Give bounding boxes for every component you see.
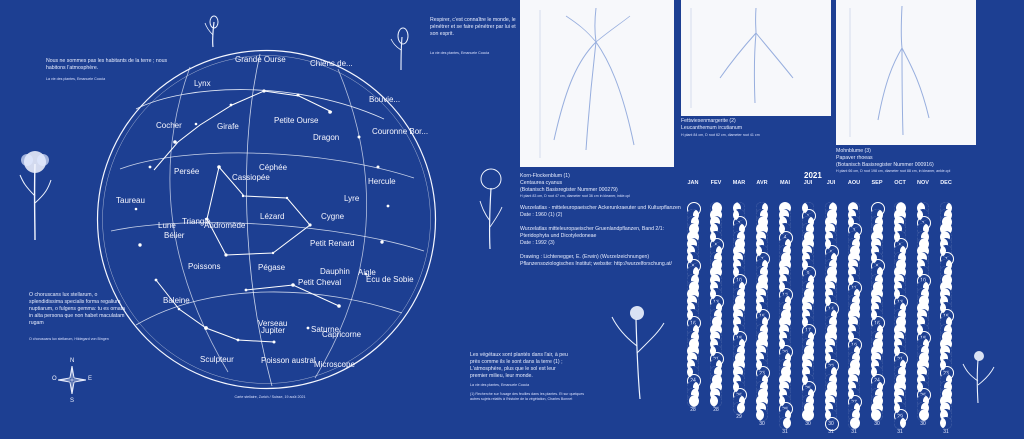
plant-illustration-middle-right: [474, 165, 508, 251]
moon-phase-icon: [940, 417, 952, 429]
month-label-nov: NOV: [917, 180, 929, 186]
moon-phase-icon: [802, 409, 814, 421]
moon-day-number: 30: [920, 421, 926, 428]
quote-left: Nous ne sommes pas les habitants de la terre ; nous habitons l’atmosphère.: [46, 58, 168, 71]
moon-calendar-year: 2021: [804, 171, 822, 180]
star-label-petite-ourse: Petite Ourse: [274, 116, 319, 125]
plant-illustration-left-middle: [7, 142, 63, 242]
compass-east-label: E: [88, 376, 93, 382]
moon-day-number: 31: [828, 428, 834, 435]
star-label-poisson-austral: Poisson austral: [261, 356, 316, 365]
star-label-petit-renard: Petit Renard: [310, 239, 355, 248]
root-caption-3-small: H plant 66 cm, D root 198 cm, diameter root 88 cm, in kleaner, ankle.cpl: [836, 169, 951, 173]
moon-day-number: 30: [759, 421, 765, 428]
bottom-quote-credit: La vie des plantes, Emanuele Coccia: [470, 383, 530, 387]
moon-phase-item: [866, 409, 888, 429]
moon-phase-icon: [687, 395, 699, 407]
star-label-baleine: Baleine: [163, 296, 190, 305]
moon-phase-item: [935, 417, 957, 437]
moon-day-number: 31: [897, 428, 903, 435]
root-drawing-2: [681, 0, 831, 116]
moon-phase-item: [797, 409, 819, 429]
moon-phase-item: [774, 417, 796, 437]
star-label-microscope: Microscope: [314, 360, 355, 369]
month-label-may: MAI: [779, 180, 791, 186]
plant-illustration-bottom-center: [602, 291, 680, 401]
star-label-couronne-boreale: Couronne Bor...: [372, 127, 429, 136]
star-label-sculpteur: Sculpteur: [200, 355, 234, 364]
star-label-dragon: Dragon: [313, 133, 340, 142]
month-label-dec: DEC: [940, 180, 952, 186]
moon-phase-item: [912, 409, 934, 429]
star-label-andromede: Andromède: [204, 221, 246, 230]
star-label-grande-ourse: Grande Ourse: [235, 55, 286, 64]
star-label-girafe: Girafe: [217, 122, 239, 131]
root-panel-1: [520, 0, 674, 167]
star-label-aigle: Aigle: [358, 268, 376, 277]
star-label-triangle: Triangle: [182, 217, 211, 226]
moon-phase-icon: [779, 417, 791, 429]
star-label-capricorne: Capricorne: [322, 330, 362, 339]
star-label-hercule: Hercule: [368, 177, 396, 186]
month-label-oct: OCT: [894, 180, 906, 186]
moon-day-number: 30: [828, 421, 834, 428]
compass-north-label: N: [70, 358, 75, 364]
month-label-apr: AVR: [756, 180, 768, 186]
star-label-belier: Bélier: [164, 231, 185, 240]
moon-phase-icon: [848, 417, 860, 429]
moon-day-number: 31: [782, 428, 788, 435]
moon-phase-item: [682, 395, 704, 415]
root-caption-2-small: H plant 84 cm, D root 62 cm, diameter root 41 cm: [681, 133, 760, 137]
star-label-cocher: Cocher: [156, 121, 182, 130]
root-drawing-1: [520, 0, 674, 167]
latin-credit: O choruscans lux stellarum, Hildegard von Bingen: [29, 337, 109, 341]
star-label-dauphin: Dauphin: [320, 267, 350, 276]
month-label-sep: SEP: [871, 180, 883, 186]
star-label-jupiter: Jupiter: [261, 326, 286, 335]
moon-phase-icon: [733, 402, 745, 414]
moon-day-number: 28: [690, 407, 696, 414]
moon-phase-icon: [756, 409, 768, 421]
bottom-note: (1) Recherche sur l’usage des feuilles dans les plantes. Et sur quelques autres sujets relatifs à l’histoire de la végétation, Charles Bonnet: [470, 392, 585, 401]
star-label-cephee: Céphée: [259, 163, 288, 172]
star-label-lyre: Lyre: [344, 194, 360, 203]
root-caption-1-small: H plant 83 cm, D root 47 cm, diameter root 36 cm in kleaner, inkle.cpl: [520, 194, 631, 198]
star-label-persee: Persée: [174, 167, 200, 176]
compass-south-label: S: [70, 398, 75, 404]
star-label-chiens-de: Chiens de...: [310, 59, 353, 68]
moon-phase-item: [705, 395, 727, 415]
moon-day-number: 31: [851, 428, 857, 435]
moon-day-number: 28: [713, 407, 719, 414]
moon-phase-item: [728, 402, 750, 422]
quote-right-credit: La vie des plantes, Emanuele Coccia: [430, 51, 490, 55]
root-panel-3: [836, 0, 976, 145]
moon-phase-icon: [894, 417, 906, 429]
star-label-taureau: Taureau: [116, 196, 145, 205]
root-caption-2: Fettwiesenmargerite (2) Leucanthemum ircutianum: [681, 118, 743, 131]
star-map-caption: Carte stellaire, Zurich / Suisse, 19 août 2021: [234, 395, 306, 399]
star-label-bouvier: Bouvie...: [369, 95, 401, 104]
plant-illustration-top-right: [387, 25, 415, 71]
star-label-verseau: Verseau: [258, 319, 288, 328]
bottom-quote: Les végétaux sont plantés dans l'air, à peu près comme ils le sont dans la terre (1) ; L'atmosphère, plus que le sol est leur premier milieu, leur monde.: [470, 352, 568, 379]
star-label-ecu-de-sobieski: Écu de Sobie: [366, 275, 414, 284]
month-label-jun: JUI: [803, 180, 813, 186]
star-label-pegase: Pégase: [258, 263, 286, 272]
star-label-lune: Lune: [158, 221, 176, 230]
root-drawing-3: [836, 0, 976, 145]
compass: [52, 358, 92, 412]
compass-west-label: O: [52, 376, 57, 382]
moon-phase-item: [751, 409, 773, 429]
plant-illustration-left-top: [202, 14, 224, 48]
moon-phase-icon: [710, 395, 722, 407]
moon-phase-item: [889, 417, 911, 437]
month-label-aug: AOU: [847, 180, 861, 186]
moon-phase-icon: [917, 409, 929, 421]
star-label-lezard: Lézard: [260, 212, 285, 221]
moon-day-number: 30: [805, 421, 811, 428]
star-label-poissons: Poissons: [188, 262, 221, 271]
moon-day-number: 29: [736, 414, 742, 421]
star-label-saturne: Saturne: [311, 325, 340, 334]
moon-day-number: 31: [943, 428, 949, 435]
moon-phase-icon: [871, 409, 883, 421]
star-label-cygne: Cygne: [321, 212, 345, 221]
root-caption-1: Korn-Flockenblum (1) Centaurea cyanus (Botanisch Basisregister Nummer 000279): [520, 173, 618, 193]
star-label-cassiopee: Cassiopée: [232, 173, 270, 182]
latin-poem: O choruscans lux stellarum, o splendidissima specialis forma regalium nuptiarum, o fulgens gemma: tu es ornata in alta persona que non habet maculatam rugam: [29, 292, 126, 326]
star-label-lynx: Lynx: [194, 79, 211, 88]
month-label-feb: FEV: [710, 180, 722, 186]
root-caption-3: Mohnblume (3) Papaver rhoeas (Botanisch Basisregister Nummer 000916): [836, 148, 934, 168]
compass-rose-icon: [58, 366, 86, 394]
moon-phase-item: [820, 417, 842, 437]
quote-left-credit: La vie des plantes, Emanuele Coccia: [46, 77, 106, 81]
month-label-jul: JUI: [826, 180, 836, 186]
references-block: Wurzelatlas - mitteleuropaeischer Ackerunkraeuter und Kulturpflanzen Date : 1960 (1) (2) Wurzelatlas mitteleuropaeischer Gruenlandpflanzen, Band 2/1: Pteridophyta und Dicotyledoneae Date : 1992 (3) Drawing : Lichtenegger, E. (Erwin) (Wurzelzeichnungen) Pflanzensoziologisches Institut; website: http://wurzelforschung.at/: [520, 205, 681, 267]
star-label-petit-cheval: Petit Cheval: [298, 278, 342, 287]
moon-day-number: 30: [874, 421, 880, 428]
moon-phase-item: [843, 417, 865, 437]
star-map: [96, 49, 437, 390]
month-label-jan: JAN: [687, 180, 699, 186]
root-panel-2: [681, 0, 831, 116]
plant-illustration-right-bottom: [956, 344, 1002, 404]
quote-right: Respirer, c’est connaître le monde, le pénétrer et se faire pénétrer par lui et son esprit.: [430, 17, 516, 37]
month-label-mar: MAR: [732, 180, 746, 186]
